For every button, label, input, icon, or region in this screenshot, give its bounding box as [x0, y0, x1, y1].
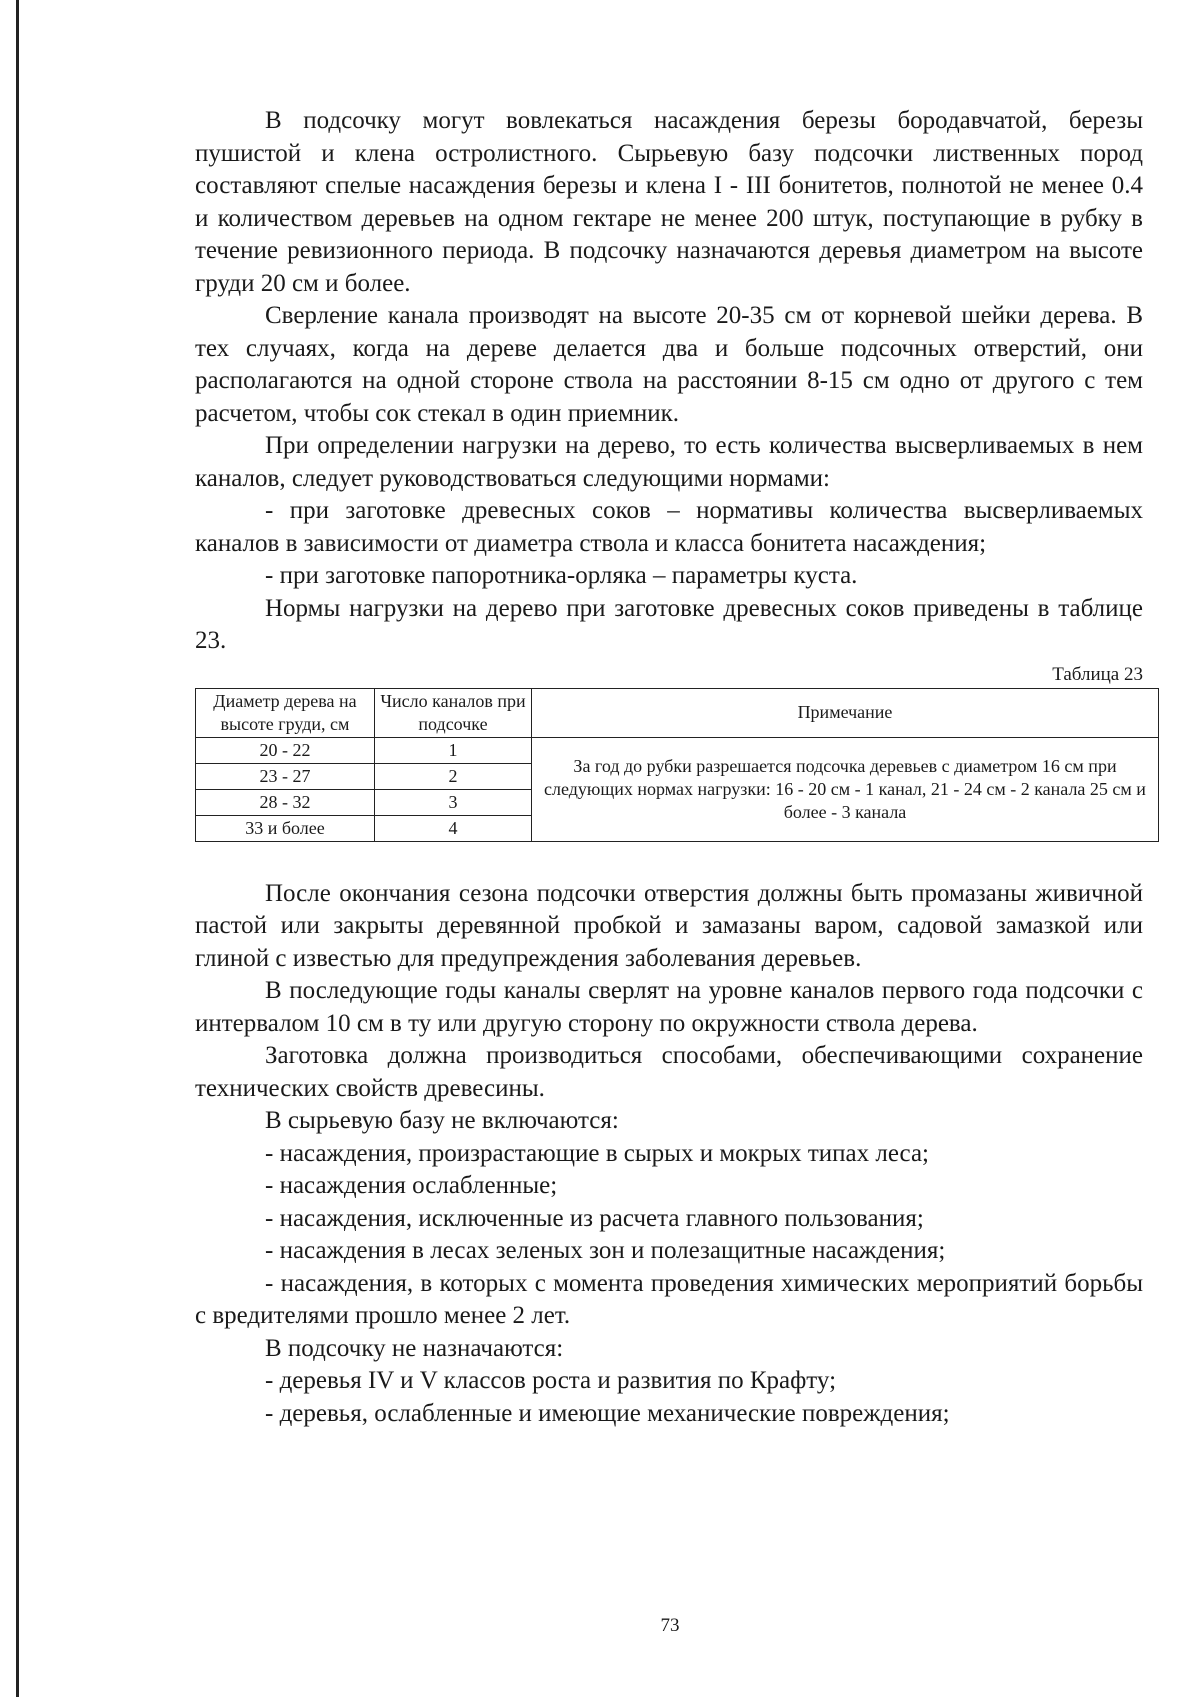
list-item: - насаждения, в которых с момента проведения химических мероприятий борьбы с вредителями прошло менее 2 лет.: [195, 1269, 1143, 1329]
paragraph: Сверление канала производят на высоте 20-35 см от корневой шейки дерева. В тех случаях, когда на дереве делается два и больше подсочных отверстий, они располагаются на одной стороне ствола на расстоянии 8-15 см одно от другого с тем расчетом, чтобы сок стекал в один приемник.: [195, 302, 1143, 427]
table-header-row: [196, 688, 1159, 737]
header-channels: Число каналов при подсочке: [375, 688, 532, 737]
list-item: - насаждения ослабленные;: [265, 1172, 558, 1199]
cell-diameter: 23 - 27: [196, 763, 375, 789]
header-diameter: Диаметр дерева на высоте груди, см: [196, 688, 375, 737]
paragraph: При определении нагрузки на дерево, то есть количества высверливаемых в нем каналов, следует руководствоваться следующими нормами:: [195, 432, 1143, 492]
list-item: - насаждения в лесах зеленых зон и полезащитные насаждения;: [265, 1237, 946, 1264]
cell-note: За год до рубки разрешается подсочка деревьев с диаметром 16 см при следующих нормах нагрузки: 16 - 20 см - 1 канал, 21 - 24 см - 2 канала 25 см и более - 3 канала: [532, 737, 1159, 841]
scan-edge-line: [16, 0, 19, 1697]
paragraph: В последующие годы каналы сверлят на уровне каналов первого года подсочки с интервалом 10 см в ту или другую сторону по окружности ствола дерева.: [195, 977, 1143, 1037]
table-row: [196, 737, 1159, 763]
page-number: 73: [660, 1615, 680, 1636]
page-body: [195, 105, 1146, 1430]
paragraph: Нормы нагрузки на дерево при заготовке древесных соков приведены в таблице 23.: [195, 594, 1143, 654]
list-item: - при заготовке папоротника-орляка – параметры куста.: [265, 562, 858, 589]
paragraph: В сырьевую базу не включаются:: [265, 1107, 619, 1134]
cell-channels: 1: [375, 737, 532, 763]
list-item: - деревья IV и V классов роста и развития по Крафту;: [265, 1367, 837, 1394]
table-caption: Таблица 23: [1052, 663, 1143, 685]
norms-table: [195, 688, 1159, 842]
paragraph: В подсочку могут вовлекаться насаждения березы бородавчатой, березы пушистой и клена остролистного. Сырьевую базу подсочки лиственных пород составляют спелые насаждения березы и клена I - III бонитетов, полнотой не менее 0.4 и количеством деревьев на одном гектаре не менее 200 штук, поступающие в рубку в течение ревизионного периода. В подсочку назначаются деревья диаметром на высоте груди 20 см и более.: [195, 107, 1143, 297]
cell-channels: 4: [375, 815, 532, 841]
paragraph: После окончания сезона подсочки отверстия должны быть промазаны живичной пастой или закрыты деревянной пробкой и замазаны варом, садовой замазкой или глиной с известью для предупреждения заболевания деревьев.: [195, 879, 1143, 972]
cell-channels: 3: [375, 789, 532, 815]
header-note: Примечание: [532, 688, 1159, 737]
list-item: - насаждения, произрастающие в сырых и мокрых типах леса;: [265, 1139, 930, 1167]
cell-diameter: 28 - 32: [196, 789, 375, 815]
list-item: - насаждения, исключенные из расчета главного пользования;: [265, 1204, 924, 1232]
cell-diameter: 20 - 22: [196, 737, 375, 763]
paragraph: Заготовка должна производиться способами, обеспечивающими сохранение технических свойств древесины.: [195, 1042, 1143, 1102]
cell-diameter: 33 и более: [196, 815, 375, 841]
list-item: - при заготовке древесных соков – нормативы количества высверливаемых каналов в зависимости от диаметра ствола и класса бонитета насаждения;: [195, 497, 1143, 557]
list-item: - деревья, ослабленные и имеющие механические повреждения;: [265, 1399, 950, 1427]
paragraph: В подсочку не назначаются:: [265, 1334, 564, 1362]
cell-channels: 2: [375, 763, 532, 789]
